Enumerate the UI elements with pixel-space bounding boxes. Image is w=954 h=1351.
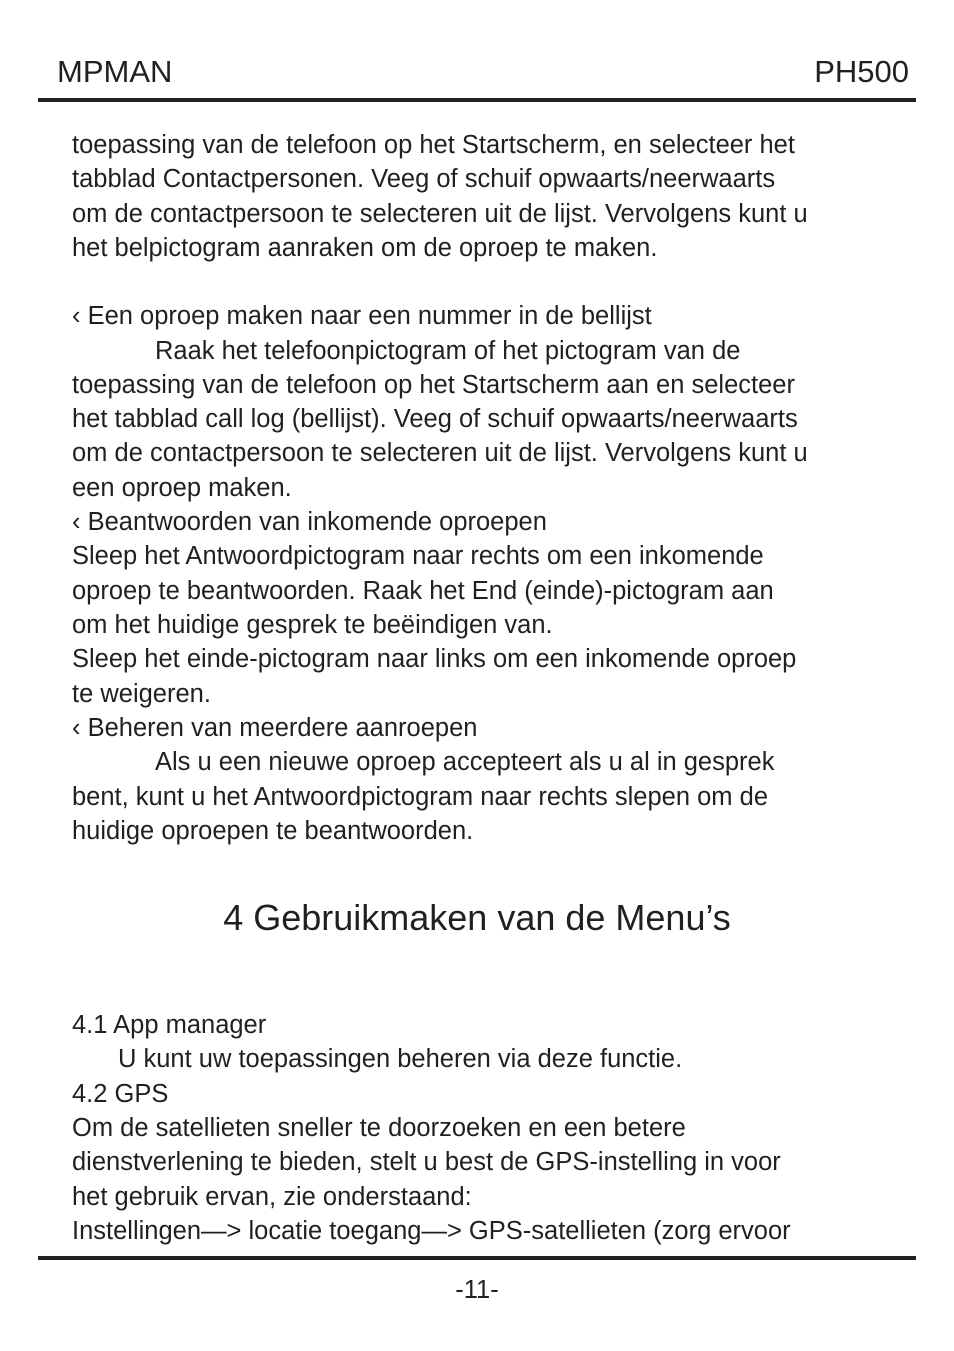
model-name: PH500	[814, 54, 909, 89]
body-line: oproep te beantwoorden. Raak het End (einde)-pictogram aan	[72, 577, 774, 605]
body-line: te weigeren.	[72, 680, 211, 708]
body-line: om de contactpersoon te selecteren uit de lijst. Vervolgens kunt u	[72, 439, 808, 467]
body-line: om de contactpersoon te selecteren uit de lijst. Vervolgens kunt u	[72, 200, 808, 228]
body-line: Raak het telefoonpictogram of het pictogram van de	[155, 337, 741, 365]
section-heading: 4 Gebruikmaken van de Menu’s	[223, 897, 731, 938]
footer-divider	[38, 1256, 916, 1260]
body-line: Sleep het einde-pictogram naar links om een inkomende oproep	[72, 645, 797, 673]
body-line: U kunt uw toepassingen beheren via deze functie.	[118, 1045, 683, 1073]
body-line: Sleep het Antwoordpictogram naar rechts om een inkomende	[72, 542, 764, 570]
body-line: het belpictogram aanraken om de oproep te maken.	[72, 234, 658, 262]
subsection-title: ‹ Beantwoorden van inkomende oproepen	[72, 508, 547, 536]
header-divider	[38, 98, 916, 102]
body-line: Om de satellieten sneller te doorzoeken en een betere	[72, 1114, 686, 1142]
subsection-title: 4.1 App manager	[72, 1011, 267, 1039]
subsection-title: ‹ Beheren van meerdere aanroepen	[72, 714, 478, 742]
body-line: toepassing van de telefoon op het Startscherm, en selecteer het	[72, 131, 795, 159]
body-line: Als u een nieuwe oproep accepteert als u al in gesprek	[155, 748, 775, 776]
page-number: -11-	[455, 1276, 499, 1304]
body-line: huidige oproepen te beantwoorden.	[72, 817, 474, 845]
body-line: Instellingen—> locatie toegang—> GPS-satellieten (zorg ervoor	[72, 1217, 791, 1245]
body-line: het tabblad call log (bellijst). Veeg of schuif opwaarts/neerwaarts	[72, 405, 798, 433]
body-line: het gebruik ervan, zie onderstaand:	[72, 1183, 472, 1211]
body-line: tabblad Contactpersonen. Veeg of schuif opwaarts/neerwaarts	[72, 165, 776, 193]
body-line: bent, kunt u het Antwoordpictogram naar rechts slepen om de	[72, 783, 768, 811]
body-line: een oproep maken.	[72, 474, 292, 502]
subsection-title: ‹ Een oproep maken naar een nummer in de bellijst	[72, 302, 652, 330]
body-line: dienstverlening te bieden, stelt u best de GPS-instelling in voor	[72, 1148, 781, 1176]
body-line: toepassing van de telefoon op het Startscherm aan en selecteer	[72, 371, 795, 399]
brand-name: MPMAN	[57, 54, 173, 89]
body-line: om het huidige gesprek te beëindigen van.	[72, 611, 553, 639]
subsection-title: 4.2 GPS	[72, 1080, 169, 1108]
